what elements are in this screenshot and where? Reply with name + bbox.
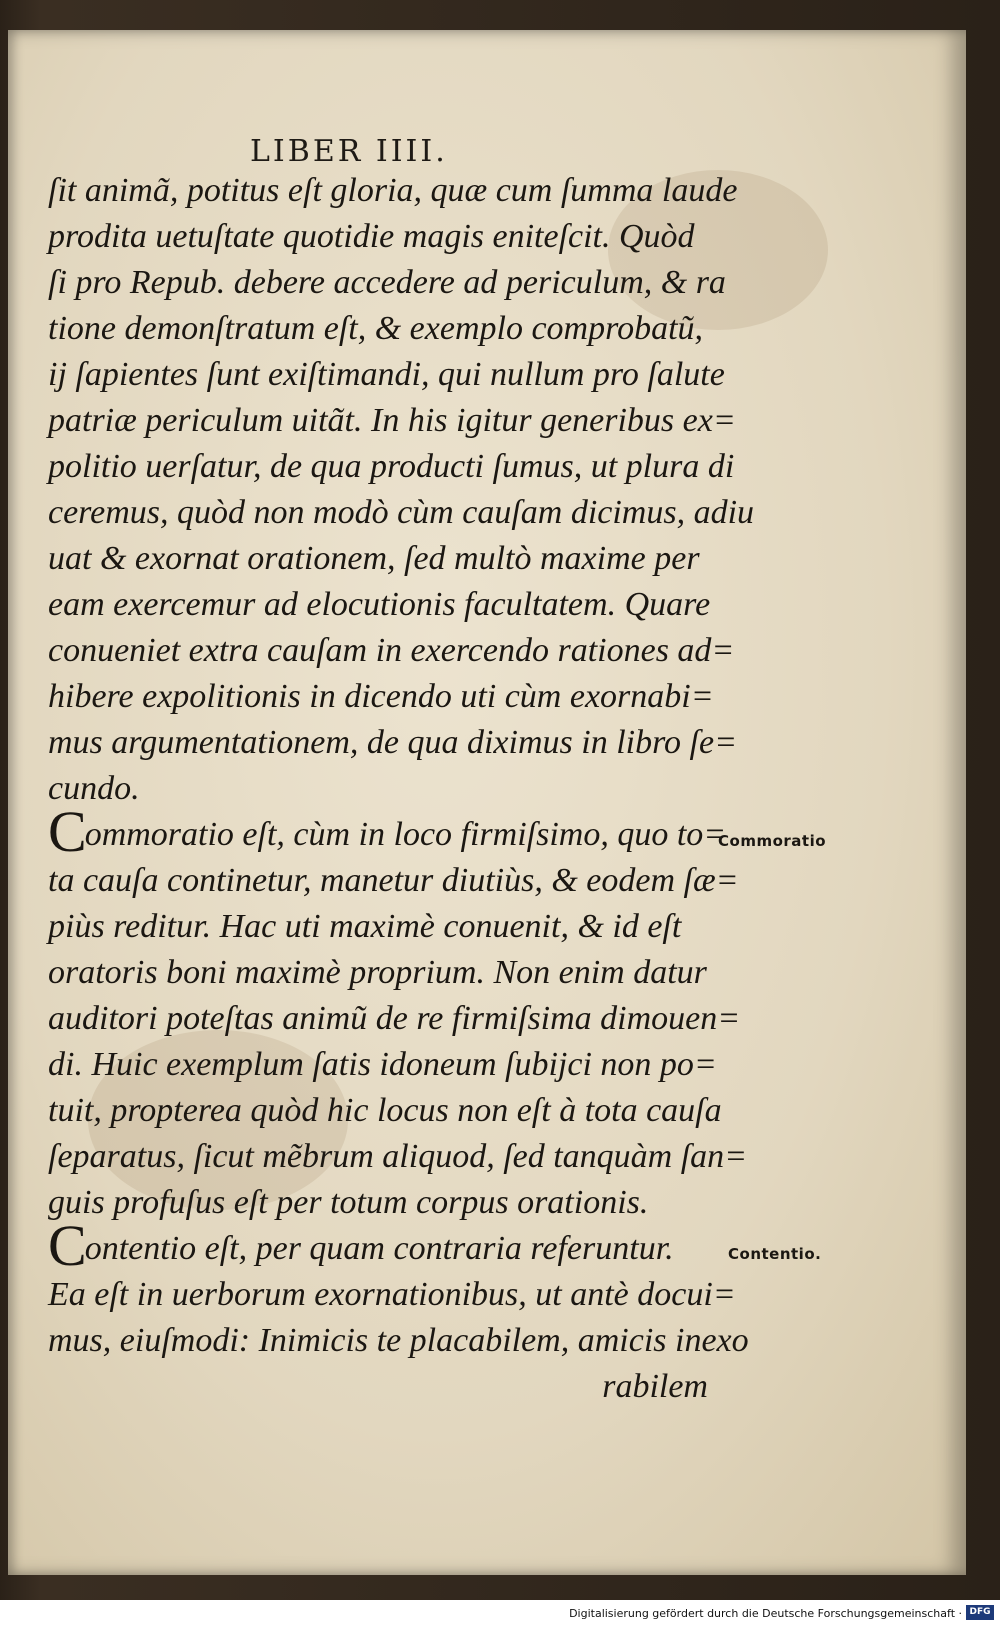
text-line: ta cauſa continetur, manetur diutiùs, & eodem ſæ=	[48, 862, 739, 899]
text-line: Ea eſt in uerborum exornationibus, ut antè docui=	[48, 1276, 736, 1313]
text-line: ſit animã, potitus eſt gloria, quæ cum ſumma laude	[48, 172, 738, 209]
catchword: rabilem	[602, 1368, 708, 1405]
margin-note-contentio: Contentio.	[728, 1245, 822, 1263]
text-line: piùs reditur. Hac uti maximè conuenit, & id eſt	[48, 908, 682, 945]
footer-credit: Digitalisierung gefördert durch die Deutsche Forschungsgemeinschaft ·	[569, 1607, 962, 1620]
main-text	[48, 168, 755, 1410]
text-line: eam exercemur ad elocutionis facultatem. Quare	[48, 586, 711, 623]
text-line: ſeparatus, ſicut mẽbrum aliquod, ſed tanquàm ſan=	[48, 1138, 748, 1175]
text-line: tuit, propterea quòd hic locus non eſt à tota cauſa	[48, 1092, 722, 1129]
text-line: patriæ periculum uitãt. In his igitur generibus ex=	[48, 402, 736, 439]
text-line: oratoris boni maximè proprium. Non enim datur	[48, 954, 707, 991]
initial-letter: C	[48, 1213, 87, 1278]
paragraph-commoratio-first-line	[48, 799, 727, 864]
text-line: ceremus, quòd non modò cùm cauſam dicimus, adiu	[48, 494, 755, 531]
text-line: uat & exornat orationem, ſed multò maxime per	[48, 540, 700, 577]
text-line: tione demonſtratum eſt, & exemplo comprobatũ,	[48, 310, 704, 347]
text-line: ſi pro Repub. debere accedere ad periculum, & ra	[48, 264, 726, 301]
text-line: mus, eiuſmodi: Inimicis te placabilem, amicis inexo	[48, 1322, 749, 1359]
text-line: ontentio eſt, per quam contraria referuntur.	[84, 1230, 674, 1267]
text-line: mus argumentationem, de qua diximus in libro ſe=	[48, 724, 738, 761]
footer-bar	[0, 1600, 1000, 1627]
margin-note-commoratio: Commoratio	[718, 832, 827, 850]
text-line: di. Huic exemplum ſatis idoneum ſubijci non po=	[48, 1046, 717, 1083]
text-line: cundo.	[48, 770, 140, 807]
text-line: politio uerſatur, de qua producti ſumus, ut plura di	[48, 448, 735, 485]
initial-letter: C	[48, 799, 87, 864]
text-line: conueniet extra cauſam in exercendo rationes ad=	[48, 632, 735, 669]
text-line: guis profuſus eſt per totum corpus orationis.	[48, 1184, 649, 1221]
text-line: ij ſapientes ſunt exiſtimandi, qui nullum pro ſalute	[48, 356, 725, 393]
text-line: hibere expolitionis in dicendo uti cùm exornabi=	[48, 678, 714, 715]
text-line: auditori poteſtas animũ de re firmiſsima dimouen=	[48, 1000, 741, 1037]
text-line: prodita uetuſtate quotidie magis eniteſcit. Quòd	[48, 218, 695, 255]
dfg-logo: DFG	[966, 1605, 994, 1620]
running-header: LIBER IIII.	[250, 134, 448, 169]
text-line: ommoratio eſt, cùm in loco firmiſsimo, quo to=	[84, 816, 727, 853]
paragraph-contentio-first-line	[48, 1213, 708, 1278]
